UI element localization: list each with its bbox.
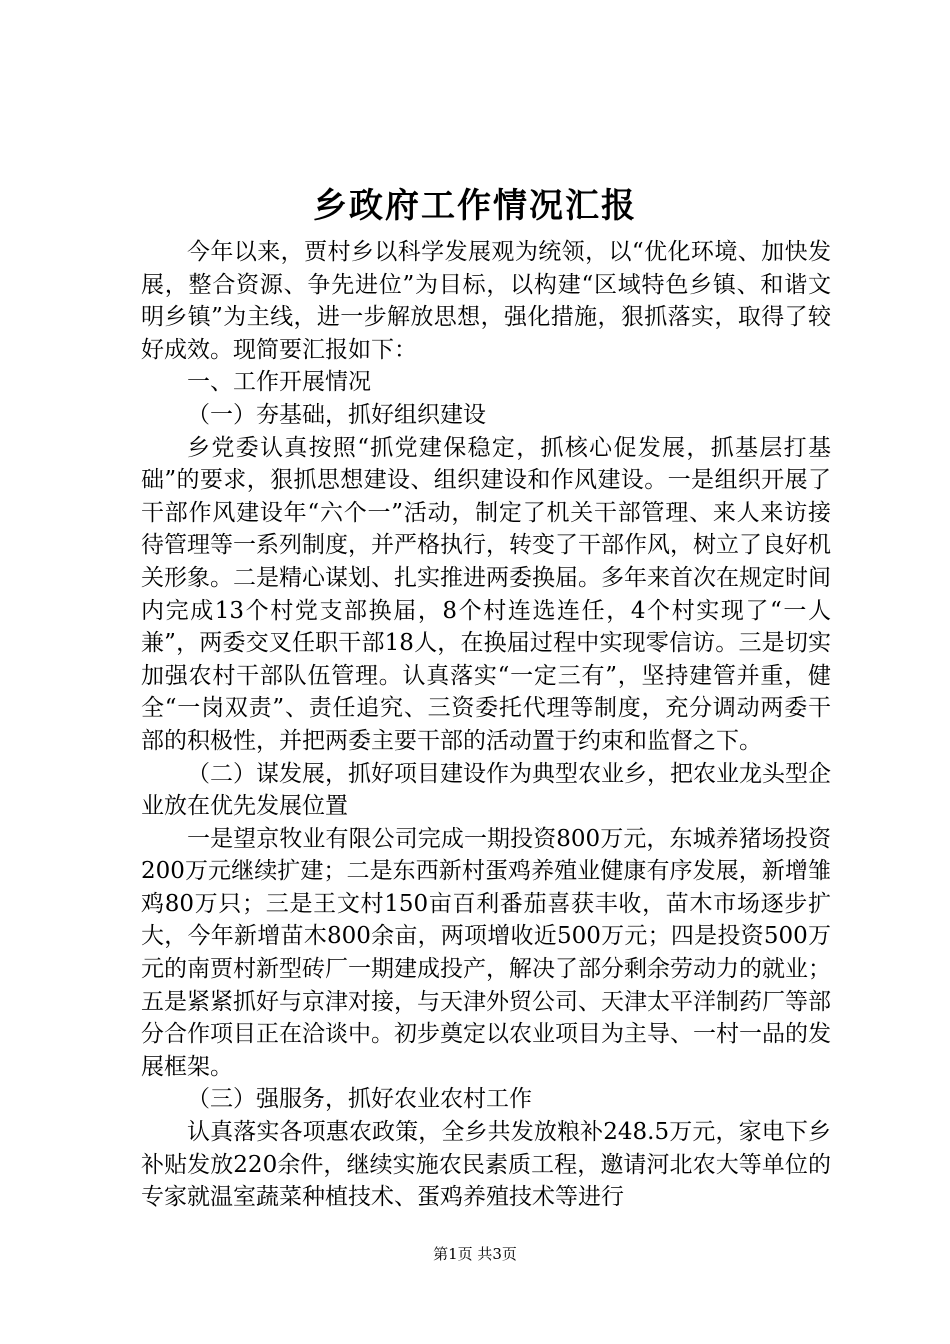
paragraph-organization: 乡党委认真按照“抓党建保稳定，抓核心促发展，抓基层打基础”的要求，狠抓思想建设、组织建设和作风建设。一是组织开展了干部作风建设年“六个一”活动，制定了机关干部管理、来人来访接待管理等一系列制度，并严格执行，转变了干部作风，树立了良好机关形象。二是精心谋划、扎实推进两委换届。多年来首次在规定时间内完成13个村党支部换届，8个村连选连任，4个村实现了“一人兼”，两委交叉任职干部18人，在换届过程中实现零信访。三是切实加强农村干部队伍管理。认真落实“一定三有”，坚持建管并重，健全“一岗双责”、责任追究、三资委托代理等制度，充分调动两委干部的积极性，并把两委主要干部的活动置于约束和监督之下。 bbox=[141, 434, 831, 754]
paragraph-services: 认真落实各项惠农政策，全乡共发放粮补248.5万元，家电下乡补贴发放220余件，继续实施农民素质工程，邀请河北农大等单位的专家就温室蔬菜种植技术、蛋鸡养殖技术等进行 bbox=[141, 1119, 831, 1211]
section-heading-1: 一、工作开展情况 bbox=[187, 369, 371, 396]
paragraph-projects: 一是望京牧业有限公司完成一期投资800万元，东城养猪场投资200万元继续扩建；二是东西新村蛋鸡养殖业健康有序发展，新增雏鸡80万只；三是王文村150亩百利番茄喜获丰收，苗木市场逐步扩大，今年新增苗木800余亩，两项增收近500万元；四是投资500万元的南贾村新型砖厂一期建成投产，解决了部分剩余劳动力的就业；五是紧紧抓好与京津对接，与天津外贸公司、天津太平洋制药厂等部分合作项目正在洽谈中。初步奠定以农业项目为主导、一村一品的发展框架。 bbox=[141, 825, 831, 1080]
subsection-heading-3: （三）强服务，抓好农业农村工作 bbox=[187, 1086, 532, 1113]
document-body bbox=[141, 236, 831, 1214]
document-title: 乡政府工作情况汇报 bbox=[313, 186, 637, 226]
subsection-heading-1: （一）夯基础，抓好组织建设 bbox=[187, 401, 486, 428]
paragraph-intro: 今年以来，贾村乡以科学发展观为统领，以“优化环境、加快发展，整合资源、争先进位”为目标，以构建“区域特色乡镇、和谐文明乡镇”为主线，进一步解放思想，强化措施，狠抓落实，取得了较好成效。现简要汇报如下： bbox=[141, 239, 831, 363]
subsection-heading-2: （二）谋发展，抓好项目建设作为典型农业乡，把农业龙头型企业放在优先发展位置 bbox=[141, 760, 831, 820]
page-footer: 第1页 共3页 bbox=[433, 1245, 517, 1263]
